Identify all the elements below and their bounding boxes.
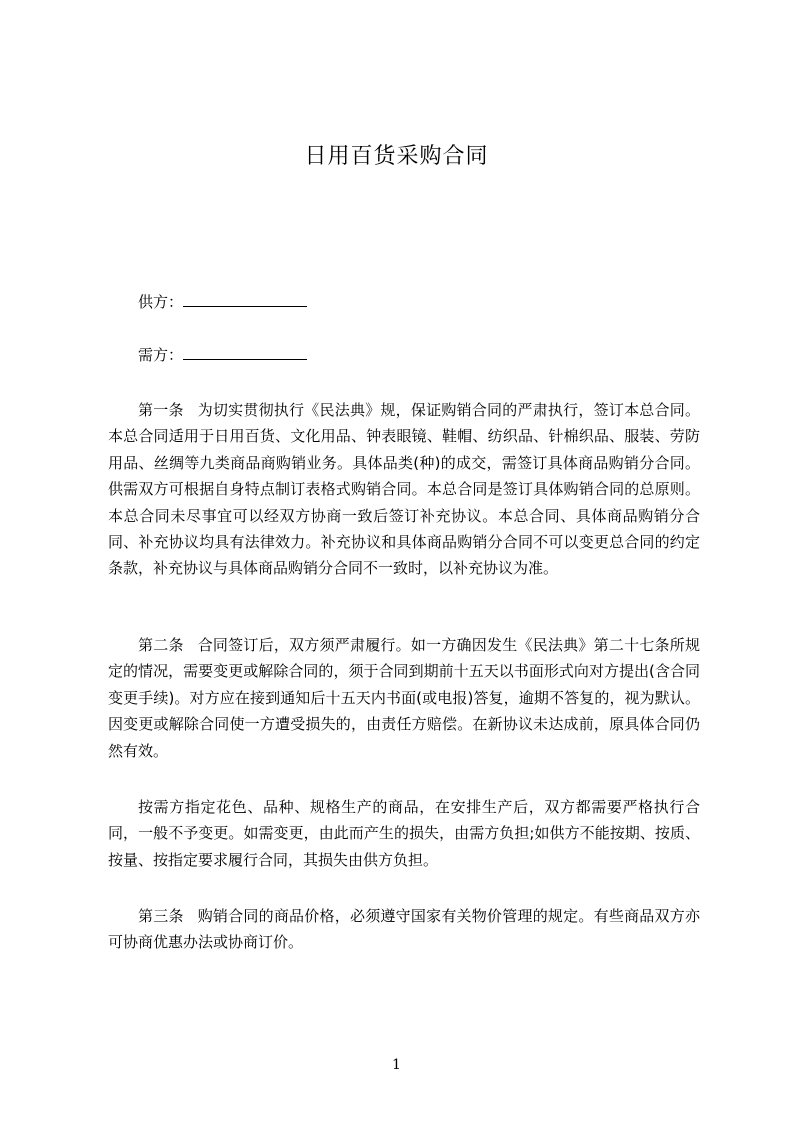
- supplier-blank-field: [183, 290, 307, 307]
- buyer-blank-field: [183, 343, 307, 360]
- buyer-line: [138, 343, 307, 366]
- document-title: 日用百货采购合同: [304, 144, 489, 169]
- clause-number: 第二条: [138, 636, 184, 654]
- clause-text: 购销合同的商品价格，必须遵守国家有关物价管理的规定。有些商品双方亦可协商优惠办法或协商订价。: [108, 907, 700, 952]
- clause-text: 按需方指定花色、品种、规格生产的商品，在安排生产后，双方都需要严格执行合同，一般不予变更。如需变更，由此而产生的损失，由需方负担;如供方不能按期、按质、按量、按指定要求履行合同，其损失由供方负担。: [108, 798, 700, 869]
- clause-1: [108, 397, 700, 582]
- clause-3: [108, 903, 700, 956]
- clause-text: 为切实贯彻执行《民法典》规，保证购销合同的严肃执行，签订本总合同。本总合同适用于日用百货、文化用品、钟表眼镜、鞋帽、纺织品、针棉织品、服装、劳防用品、丝绸等九类商品商购销业务。具体品类(种)的成交，需签订具体商品购销分合同。供需双方可根据自身特点制订表格式购销合同。本总合同是签订具体购销合同的总原则。本总合同未尽事宜可以经双方协商一致后签订补充协议。本总合同、具体商品购销分合同、补充协议均具有法律效力。补充协议和具体商品购销分合同不可以变更总合同的约定条款，补充协议与具体商品购销分合同不一致时，以补充协议为准。: [108, 401, 700, 578]
- clause-number: 第一条: [138, 401, 184, 419]
- buyer-label: 需方：: [138, 346, 184, 364]
- page-number: 1: [392, 1057, 401, 1073]
- clause-2: [108, 632, 700, 764]
- clause-number: 第三条: [138, 907, 184, 925]
- supplier-line: [138, 290, 307, 313]
- clause-text: 合同签订后，双方须严肃履行。如一方确因发生《民法典》第二十七条所规定的情况，需要变更或解除合同的，须于合同到期前十五天以书面形式向对方提出(含合同变更手续)。对方应在接到通知后十五天内书面(或电报)答复，逾期不答复的，视为默认。因变更或解除合同使一方遭受损失的，由责任方赔偿。在新协议未达成前，原具体合同仍然有效。: [108, 636, 700, 760]
- clause-2-supplement: [108, 794, 700, 873]
- supplier-label: 供方：: [138, 293, 184, 311]
